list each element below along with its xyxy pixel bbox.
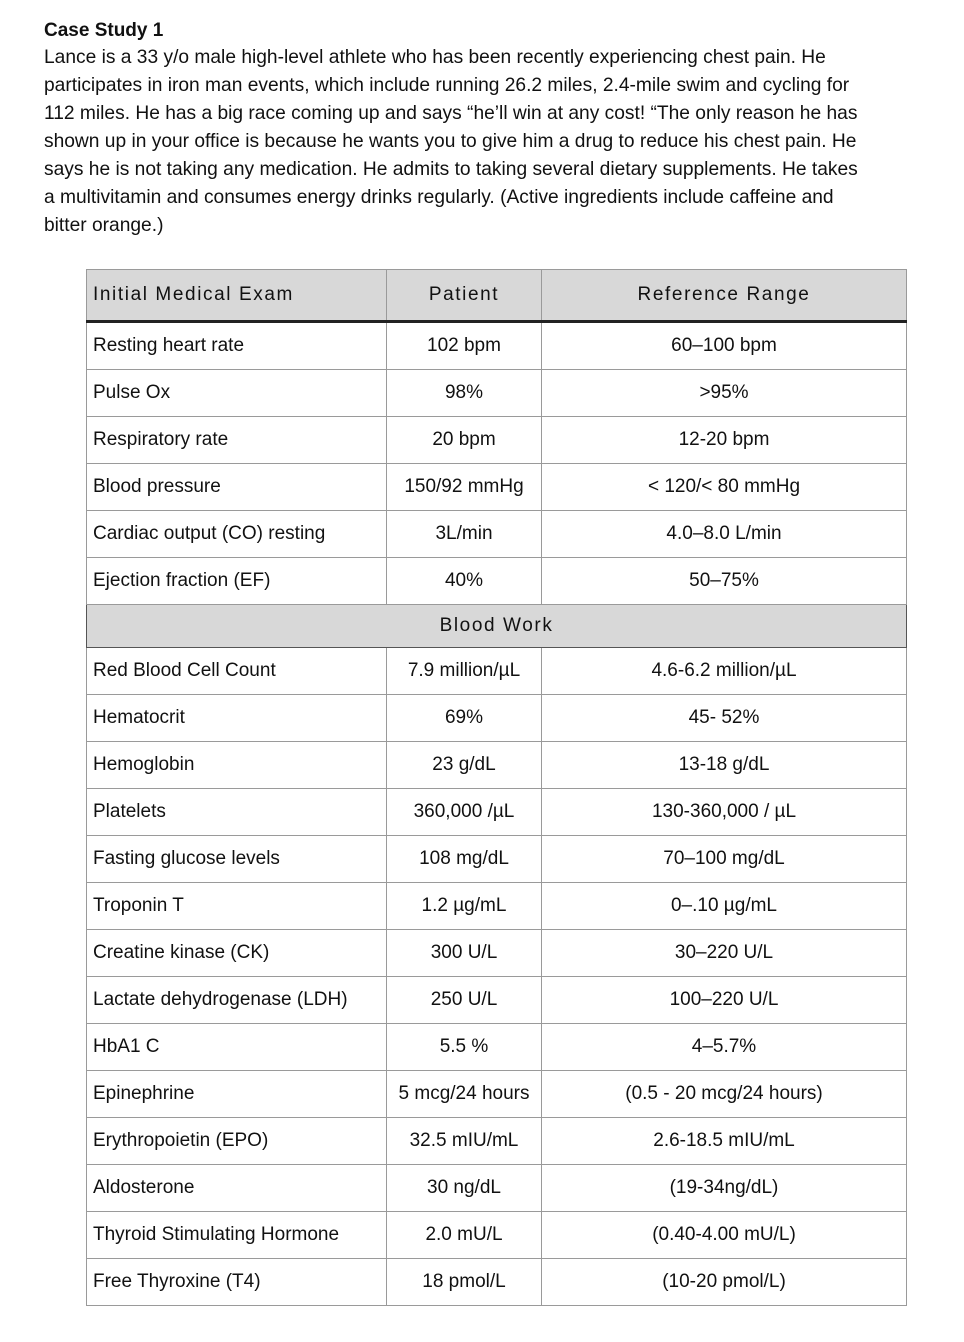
cell-test-name: Troponin T xyxy=(87,883,387,930)
case-description xyxy=(44,44,944,240)
cell-patient-value: 5 mcg/24 hours xyxy=(387,1071,542,1118)
cell-patient-value: 1.2 µg/mL xyxy=(387,883,542,930)
table-row xyxy=(87,883,907,930)
table-row xyxy=(87,1259,907,1306)
table-row xyxy=(87,1071,907,1118)
cell-test-name: Free Thyroxine (T4) xyxy=(87,1259,387,1306)
table-header-row xyxy=(87,270,907,322)
cell-patient-value: 30 ng/dL xyxy=(387,1165,542,1212)
table-row xyxy=(87,1212,907,1259)
cell-patient-value: 69% xyxy=(387,695,542,742)
cell-test-name: Epinephrine xyxy=(87,1071,387,1118)
cell-test-name: Blood pressure xyxy=(87,464,387,511)
cell-test-name: Hemoglobin xyxy=(87,742,387,789)
table-row xyxy=(87,417,907,464)
cell-reference-range: 2.6-18.5 mIU/mL xyxy=(542,1118,907,1165)
cell-test-name: HbA1 C xyxy=(87,1024,387,1071)
cell-reference-range: (19-34ng/dL) xyxy=(542,1165,907,1212)
cell-patient-value: 5.5 % xyxy=(387,1024,542,1071)
header-exam: Initial Medical Exam xyxy=(87,270,387,322)
cell-patient-value: 360,000 /µL xyxy=(387,789,542,836)
case-study-title: Case Study 1 xyxy=(44,20,164,41)
cell-patient-value: 2.0 mU/L xyxy=(387,1212,542,1259)
table-row xyxy=(87,558,907,605)
cell-reference-range: 45- 52% xyxy=(542,695,907,742)
cell-patient-value: 98% xyxy=(387,370,542,417)
cell-reference-range: 12-20 bpm xyxy=(542,417,907,464)
table-row xyxy=(87,836,907,883)
cell-patient-value: 150/92 mmHg xyxy=(387,464,542,511)
cell-patient-value: 23 g/dL xyxy=(387,742,542,789)
case-line: says he is not taking any medication. He admits to taking several dietary supplements. He takes xyxy=(44,159,858,180)
cell-test-name: Hematocrit xyxy=(87,695,387,742)
table-row xyxy=(87,511,907,558)
case-line: bitter orange.) xyxy=(44,215,164,236)
table-row xyxy=(87,648,907,695)
table-row xyxy=(87,789,907,836)
table-row xyxy=(87,930,907,977)
cell-test-name: Respiratory rate xyxy=(87,417,387,464)
table-row xyxy=(87,742,907,789)
cell-reference-range: < 120/< 80 mmHg xyxy=(542,464,907,511)
case-study-heading xyxy=(44,18,944,240)
cell-reference-range: 130-360,000 / µL xyxy=(542,789,907,836)
cell-reference-range: 13-18 g/dL xyxy=(542,742,907,789)
cell-test-name: Cardiac output (CO) resting xyxy=(87,511,387,558)
table-row xyxy=(87,695,907,742)
cell-reference-range: 0–.10 µg/mL xyxy=(542,883,907,930)
cell-test-name: Creatine kinase (CK) xyxy=(87,930,387,977)
table-row xyxy=(87,464,907,511)
header-reference-range: Reference Range xyxy=(542,270,907,322)
cell-reference-range: (0.40-4.00 mU/L) xyxy=(542,1212,907,1259)
cell-test-name: Aldosterone xyxy=(87,1165,387,1212)
cell-reference-range: 4.0–8.0 L/min xyxy=(542,511,907,558)
case-line: 112 miles. He has a big race coming up and says “he’ll win at any cost! “The only reason he has xyxy=(44,103,858,124)
cell-test-name: Resting heart rate xyxy=(87,322,387,370)
exam-rows xyxy=(87,322,907,605)
cell-patient-value: 3L/min xyxy=(387,511,542,558)
blood-work-section xyxy=(87,605,907,648)
lab-results-table xyxy=(86,269,907,1306)
table-row xyxy=(87,977,907,1024)
cell-test-name: Thyroid Stimulating Hormone xyxy=(87,1212,387,1259)
cell-reference-range: (10-20 pmol/L) xyxy=(542,1259,907,1306)
table-row xyxy=(87,1024,907,1071)
cell-reference-range: 100–220 U/L xyxy=(542,977,907,1024)
cell-reference-range: 4.6-6.2 million/µL xyxy=(542,648,907,695)
cell-patient-value: 40% xyxy=(387,558,542,605)
section-label-blood-work: Blood Work xyxy=(87,605,907,648)
table-row xyxy=(87,1165,907,1212)
cell-patient-value: 108 mg/dL xyxy=(387,836,542,883)
table-row xyxy=(87,322,907,370)
case-line: a multivitamin and consumes energy drinks regularly. (Active ingredients include caffeine and xyxy=(44,187,834,208)
table-row xyxy=(87,370,907,417)
cell-test-name: Ejection fraction (EF) xyxy=(87,558,387,605)
cell-reference-range: >95% xyxy=(542,370,907,417)
cell-patient-value: 102 bpm xyxy=(387,322,542,370)
cell-test-name: Fasting glucose levels xyxy=(87,836,387,883)
cell-reference-range: 50–75% xyxy=(542,558,907,605)
cell-reference-range: 4–5.7% xyxy=(542,1024,907,1071)
cell-reference-range: (0.5 - 20 mcg/24 hours) xyxy=(542,1071,907,1118)
header-patient: Patient xyxy=(387,270,542,322)
cell-patient-value: 32.5 mIU/mL xyxy=(387,1118,542,1165)
table-row xyxy=(87,1118,907,1165)
cell-test-name: Pulse Ox xyxy=(87,370,387,417)
cell-patient-value: 18 pmol/L xyxy=(387,1259,542,1306)
cell-reference-range: 30–220 U/L xyxy=(542,930,907,977)
cell-test-name: Lactate dehydrogenase (LDH) xyxy=(87,977,387,1024)
case-line: participates in iron man events, which include running 26.2 miles, 2.4-mile swim and cycling for xyxy=(44,75,850,96)
cell-patient-value: 7.9 million/µL xyxy=(387,648,542,695)
cell-patient-value: 250 U/L xyxy=(387,977,542,1024)
cell-test-name: Red Blood Cell Count xyxy=(87,648,387,695)
section-row xyxy=(87,605,907,648)
cell-test-name: Platelets xyxy=(87,789,387,836)
cell-test-name: Erythropoietin (EPO) xyxy=(87,1118,387,1165)
blood-rows xyxy=(87,648,907,1306)
case-line: Lance is a 33 y/o male high-level athlete who has been recently experiencing chest pain. He xyxy=(44,47,826,68)
cell-patient-value: 300 U/L xyxy=(387,930,542,977)
case-line: shown up in your office is because he wants you to give him a drug to reduce his chest pain. He xyxy=(44,131,857,152)
cell-reference-range: 60–100 bpm xyxy=(542,322,907,370)
cell-reference-range: 70–100 mg/dL xyxy=(542,836,907,883)
cell-patient-value: 20 bpm xyxy=(387,417,542,464)
